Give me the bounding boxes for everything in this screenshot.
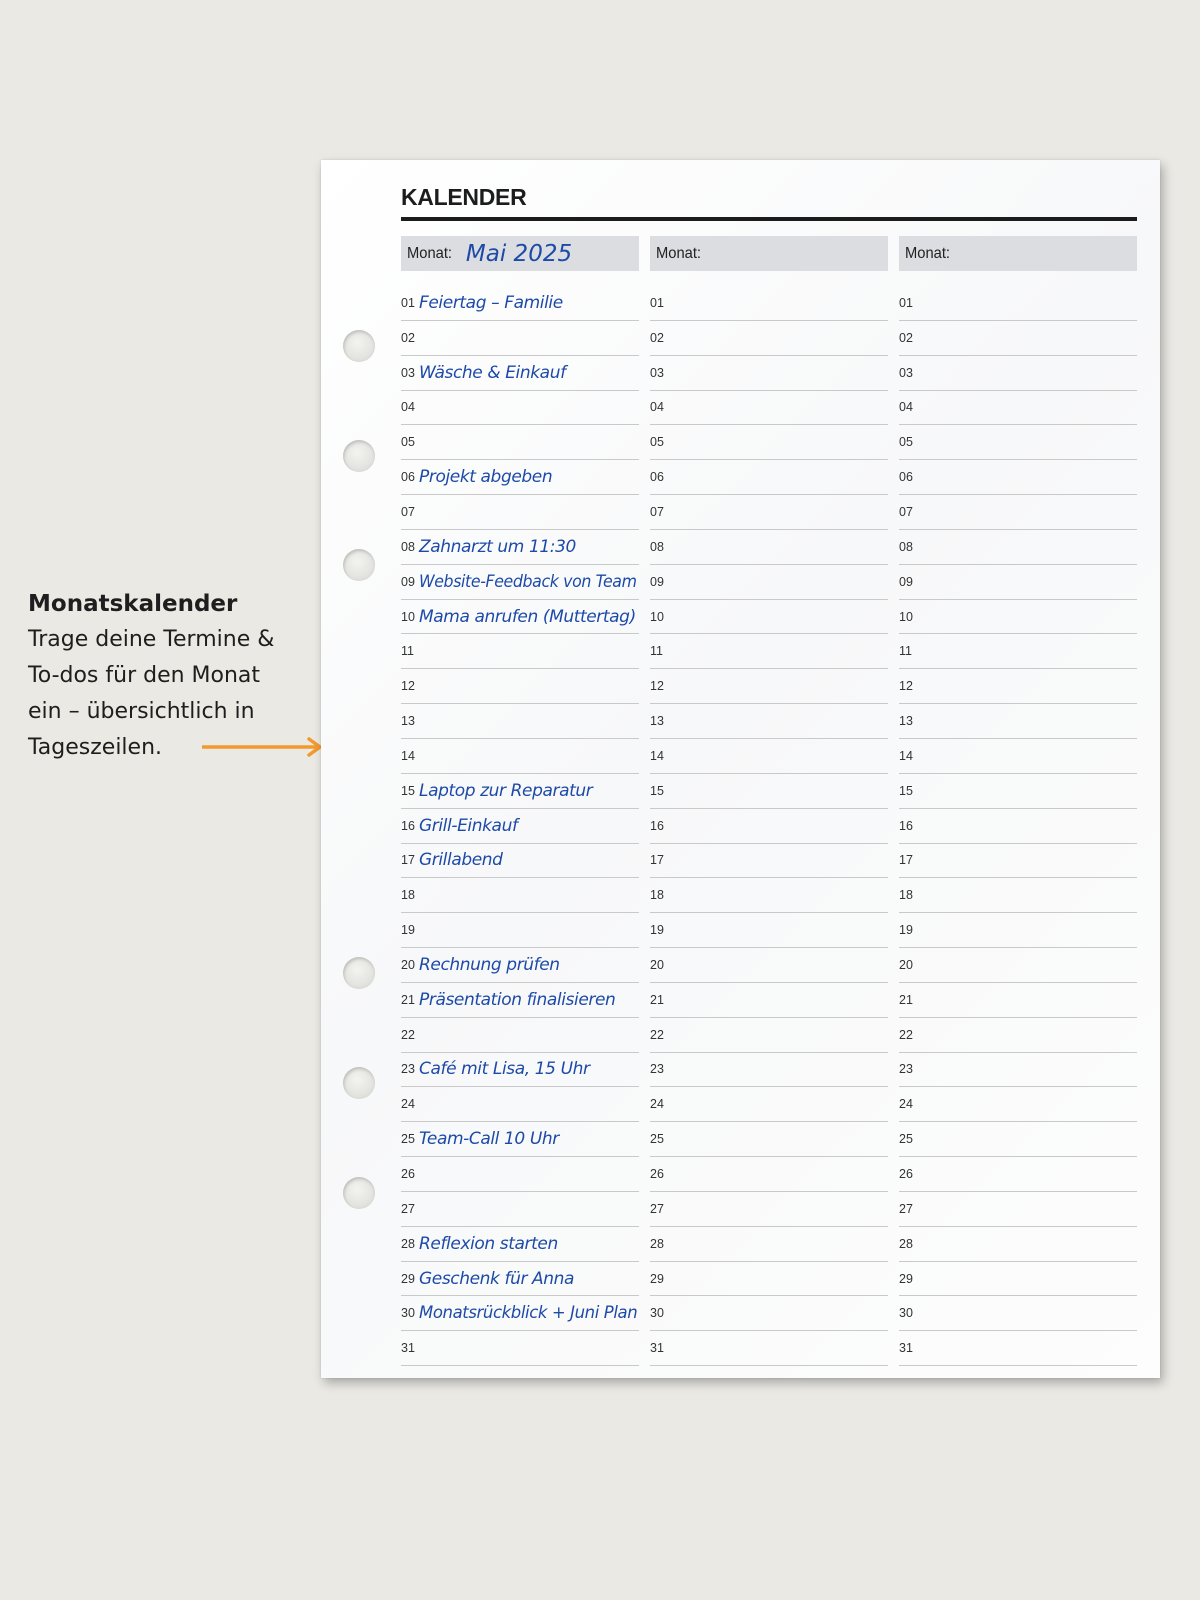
day-number: 13	[401, 714, 415, 729]
day-row[interactable]	[899, 530, 1137, 565]
day-number: 02	[401, 330, 415, 345]
day-row[interactable]	[899, 1087, 1137, 1122]
day-number: 08	[401, 539, 415, 554]
day-number: 23	[650, 1062, 664, 1077]
day-rows	[401, 286, 639, 1366]
day-number: 29	[401, 1271, 415, 1286]
day-number: 26	[899, 1167, 913, 1182]
day-number: 04	[401, 400, 415, 415]
month-column	[650, 236, 888, 1366]
day-entry[interactable]: Projekt abgeben	[419, 467, 553, 488]
day-number: 13	[899, 714, 913, 729]
day-row[interactable]	[899, 774, 1137, 809]
punch-hole	[343, 1177, 375, 1209]
caption-line: Trage deine Termine &	[28, 627, 275, 652]
day-number: 20	[401, 957, 415, 972]
day-number: 01	[899, 295, 913, 310]
day-row[interactable]	[650, 983, 888, 1018]
day-row[interactable]	[650, 495, 888, 530]
day-row[interactable]	[650, 321, 888, 356]
day-number: 29	[899, 1271, 913, 1286]
day-number: 25	[401, 1132, 415, 1147]
day-row[interactable]	[899, 565, 1137, 600]
month-header	[650, 236, 888, 271]
day-row[interactable]	[401, 425, 639, 460]
day-number: 17	[401, 853, 415, 868]
caption-line: To-dos für den Monat	[28, 663, 261, 688]
caption-line: ein – übersichtlich in	[28, 699, 255, 724]
day-number: 13	[650, 714, 664, 729]
day-number: 16	[899, 818, 913, 833]
day-number: 12	[650, 679, 664, 694]
day-number: 31	[401, 1341, 415, 1356]
day-number: 10	[401, 609, 415, 624]
day-entry[interactable]: Präsentation finalisieren	[419, 989, 616, 1010]
day-row[interactable]	[899, 809, 1137, 844]
day-row[interactable]	[899, 1262, 1137, 1297]
day-number: 24	[899, 1097, 913, 1112]
month-column	[899, 236, 1137, 1366]
day-row[interactable]	[899, 1227, 1137, 1262]
day-row[interactable]	[650, 844, 888, 879]
day-row[interactable]	[899, 286, 1137, 321]
day-row[interactable]	[899, 983, 1137, 1018]
day-number: 11	[401, 644, 414, 659]
day-number: 07	[899, 504, 913, 519]
day-number: 22	[899, 1027, 913, 1042]
day-row[interactable]	[401, 286, 639, 321]
day-row[interactable]	[899, 1122, 1137, 1157]
day-number: 22	[401, 1027, 415, 1042]
day-row[interactable]	[650, 774, 888, 809]
day-row[interactable]	[401, 1331, 639, 1366]
day-number: 18	[899, 888, 913, 903]
day-row[interactable]	[650, 1018, 888, 1053]
day-number: 29	[650, 1271, 664, 1286]
day-row[interactable]	[401, 1053, 639, 1088]
month-value[interactable]: Mai 2025	[465, 240, 573, 267]
day-row[interactable]	[650, 1192, 888, 1227]
title-divider	[401, 217, 1137, 221]
day-number: 25	[899, 1132, 913, 1147]
day-number: 26	[401, 1167, 415, 1182]
day-number: 19	[401, 923, 415, 938]
day-row[interactable]	[401, 809, 639, 844]
day-number: 07	[650, 504, 664, 519]
day-number: 05	[650, 435, 664, 450]
month-label: Monat:	[905, 244, 951, 262]
day-number: 31	[650, 1341, 664, 1356]
day-row[interactable]	[650, 565, 888, 600]
day-row[interactable]	[650, 878, 888, 913]
day-row[interactable]	[650, 1157, 888, 1192]
day-row[interactable]	[401, 565, 639, 600]
day-row[interactable]	[899, 844, 1137, 879]
day-row[interactable]	[401, 1018, 639, 1053]
day-row[interactable]	[650, 1053, 888, 1088]
day-number: 30	[650, 1306, 664, 1321]
day-entry[interactable]: Feiertag – Familie	[419, 292, 563, 313]
day-number: 31	[899, 1341, 913, 1356]
day-rows	[899, 286, 1137, 1366]
arrow-right-icon	[202, 737, 326, 757]
day-number: 18	[650, 888, 664, 903]
day-row[interactable]	[899, 321, 1137, 356]
day-number: 06	[899, 470, 913, 485]
day-number: 11	[899, 644, 912, 659]
punch-hole	[343, 1067, 375, 1099]
day-number: 22	[650, 1027, 664, 1042]
calendar-sheet	[321, 160, 1160, 1378]
day-row[interactable]	[899, 460, 1137, 495]
day-entry[interactable]: Mama anrufen (Muttertag)	[419, 606, 636, 627]
day-number: 17	[650, 853, 664, 868]
day-row[interactable]	[401, 983, 639, 1018]
day-number: 21	[650, 992, 664, 1007]
day-entry[interactable]: Website-Feedback von Team	[419, 571, 637, 592]
day-number: 12	[899, 679, 913, 694]
day-number: 21	[401, 992, 415, 1007]
day-number: 10	[899, 609, 913, 624]
day-row[interactable]	[650, 913, 888, 948]
day-row[interactable]	[650, 530, 888, 565]
day-row[interactable]	[650, 634, 888, 669]
day-number: 19	[650, 923, 664, 938]
day-row[interactable]	[899, 669, 1137, 704]
day-row[interactable]	[650, 809, 888, 844]
day-row[interactable]	[401, 460, 639, 495]
day-entry[interactable]: Monatsrückblick + Juni Plan	[419, 1303, 638, 1324]
day-entry[interactable]: Geschenk für Anna	[419, 1268, 575, 1289]
day-number: 06	[650, 470, 664, 485]
day-entry[interactable]: Grill-Einkauf	[419, 815, 518, 836]
day-row[interactable]	[401, 1296, 639, 1331]
day-number: 28	[401, 1236, 415, 1251]
month-label: Monat:	[407, 244, 453, 262]
punch-hole	[343, 440, 375, 472]
day-number: 14	[899, 748, 913, 763]
day-number: 09	[650, 574, 664, 589]
day-row[interactable]	[401, 600, 639, 635]
day-number: 11	[650, 644, 663, 659]
day-number: 30	[401, 1306, 415, 1321]
day-number: 04	[650, 400, 664, 415]
punch-hole	[343, 957, 375, 989]
day-entry[interactable]: Café mit Lisa, 15 Uhr	[419, 1059, 590, 1080]
day-row[interactable]	[899, 948, 1137, 983]
day-row[interactable]	[401, 321, 639, 356]
day-number: 24	[650, 1097, 664, 1112]
day-row[interactable]	[650, 356, 888, 391]
day-number: 02	[650, 330, 664, 345]
day-number: 27	[401, 1201, 415, 1216]
day-number: 12	[401, 679, 415, 694]
day-row[interactable]	[899, 600, 1137, 635]
day-row[interactable]	[899, 1331, 1137, 1366]
day-number: 23	[401, 1062, 415, 1077]
day-number: 24	[401, 1097, 415, 1112]
day-row[interactable]	[650, 669, 888, 704]
day-number: 07	[401, 504, 415, 519]
day-row[interactable]	[650, 1227, 888, 1262]
day-number: 15	[401, 783, 415, 798]
day-entry[interactable]: Wäsche & Einkauf	[419, 362, 566, 383]
caption-line: Tageszeilen.	[28, 735, 163, 760]
day-number: 19	[899, 923, 913, 938]
day-number: 20	[650, 957, 664, 972]
day-number: 14	[650, 748, 664, 763]
day-number: 06	[401, 470, 415, 485]
day-row[interactable]	[650, 1331, 888, 1366]
day-row[interactable]	[401, 704, 639, 739]
day-entry[interactable]: Reflexion starten	[419, 1233, 558, 1254]
day-number: 08	[899, 539, 913, 554]
day-number: 05	[401, 435, 415, 450]
day-row[interactable]	[899, 495, 1137, 530]
day-row[interactable]	[401, 1087, 639, 1122]
day-number: 30	[899, 1306, 913, 1321]
day-number: 04	[899, 400, 913, 415]
day-row[interactable]	[401, 1192, 639, 1227]
day-row[interactable]	[650, 1262, 888, 1297]
day-row[interactable]	[899, 1157, 1137, 1192]
day-row[interactable]	[401, 948, 639, 983]
day-number: 10	[650, 609, 664, 624]
day-row[interactable]	[650, 1087, 888, 1122]
day-number: 01	[650, 295, 664, 310]
day-row[interactable]	[899, 739, 1137, 774]
day-row[interactable]	[401, 391, 639, 426]
day-entry[interactable]: Grillabend	[419, 850, 503, 871]
day-row[interactable]	[401, 1227, 639, 1262]
day-row[interactable]	[401, 1262, 639, 1297]
day-number: 16	[401, 818, 415, 833]
day-number: 21	[899, 992, 913, 1007]
day-row[interactable]	[899, 425, 1137, 460]
day-row[interactable]	[650, 286, 888, 321]
day-row[interactable]	[650, 704, 888, 739]
day-entry[interactable]: Zahnarzt um 11:30	[419, 536, 576, 557]
day-number: 16	[650, 818, 664, 833]
page-title: KALENDER	[401, 184, 527, 210]
day-number: 26	[650, 1167, 664, 1182]
day-number: 28	[650, 1236, 664, 1251]
day-number: 01	[401, 295, 415, 310]
month-column	[401, 236, 639, 1366]
day-entry[interactable]: Laptop zur Reparatur	[419, 780, 593, 801]
day-row[interactable]	[650, 600, 888, 635]
day-row[interactable]	[401, 878, 639, 913]
caption-title: Monatskalender	[28, 591, 238, 617]
day-row[interactable]	[401, 669, 639, 704]
day-row[interactable]	[401, 739, 639, 774]
day-number: 14	[401, 748, 415, 763]
day-rows	[650, 286, 888, 1366]
day-number: 27	[650, 1201, 664, 1216]
day-row[interactable]	[401, 495, 639, 530]
day-number: 08	[650, 539, 664, 554]
day-row[interactable]	[899, 704, 1137, 739]
day-number: 20	[899, 957, 913, 972]
day-row[interactable]	[650, 391, 888, 426]
day-number: 23	[899, 1062, 913, 1077]
day-row[interactable]	[899, 1192, 1137, 1227]
day-row[interactable]	[401, 356, 639, 391]
day-row[interactable]	[401, 634, 639, 669]
punch-hole	[343, 330, 375, 362]
day-row[interactable]	[401, 844, 639, 879]
day-row[interactable]	[899, 391, 1137, 426]
day-row[interactable]	[899, 1018, 1137, 1053]
day-row[interactable]	[401, 1157, 639, 1192]
day-row[interactable]	[650, 425, 888, 460]
day-entry[interactable]: Team-Call 10 Uhr	[419, 1129, 559, 1150]
day-number: 18	[401, 888, 415, 903]
day-number: 02	[899, 330, 913, 345]
day-row[interactable]	[401, 1122, 639, 1157]
day-number: 09	[401, 574, 415, 589]
day-row[interactable]	[401, 530, 639, 565]
day-number: 03	[899, 365, 913, 380]
day-row[interactable]	[899, 913, 1137, 948]
day-row[interactable]	[899, 1053, 1137, 1088]
month-label: Monat:	[656, 244, 702, 262]
month-header	[899, 236, 1137, 271]
day-number: 09	[899, 574, 913, 589]
day-row[interactable]	[650, 1296, 888, 1331]
day-row[interactable]	[899, 1296, 1137, 1331]
day-row[interactable]	[899, 634, 1137, 669]
day-number: 03	[650, 365, 664, 380]
day-row[interactable]	[650, 460, 888, 495]
day-number: 27	[899, 1201, 913, 1216]
day-entry[interactable]: Rechnung prüfen	[419, 954, 560, 975]
day-number: 15	[899, 783, 913, 798]
day-row[interactable]	[401, 913, 639, 948]
day-row[interactable]	[650, 1122, 888, 1157]
day-row[interactable]	[899, 878, 1137, 913]
day-number: 28	[899, 1236, 913, 1251]
day-row[interactable]	[899, 356, 1137, 391]
day-number: 03	[401, 365, 415, 380]
day-row[interactable]	[650, 948, 888, 983]
day-row[interactable]	[650, 739, 888, 774]
month-header	[401, 236, 639, 271]
day-number: 15	[650, 783, 664, 798]
day-number: 05	[899, 435, 913, 450]
punch-hole	[343, 549, 375, 581]
day-row[interactable]	[401, 774, 639, 809]
day-number: 17	[899, 853, 913, 868]
day-number: 25	[650, 1132, 664, 1147]
